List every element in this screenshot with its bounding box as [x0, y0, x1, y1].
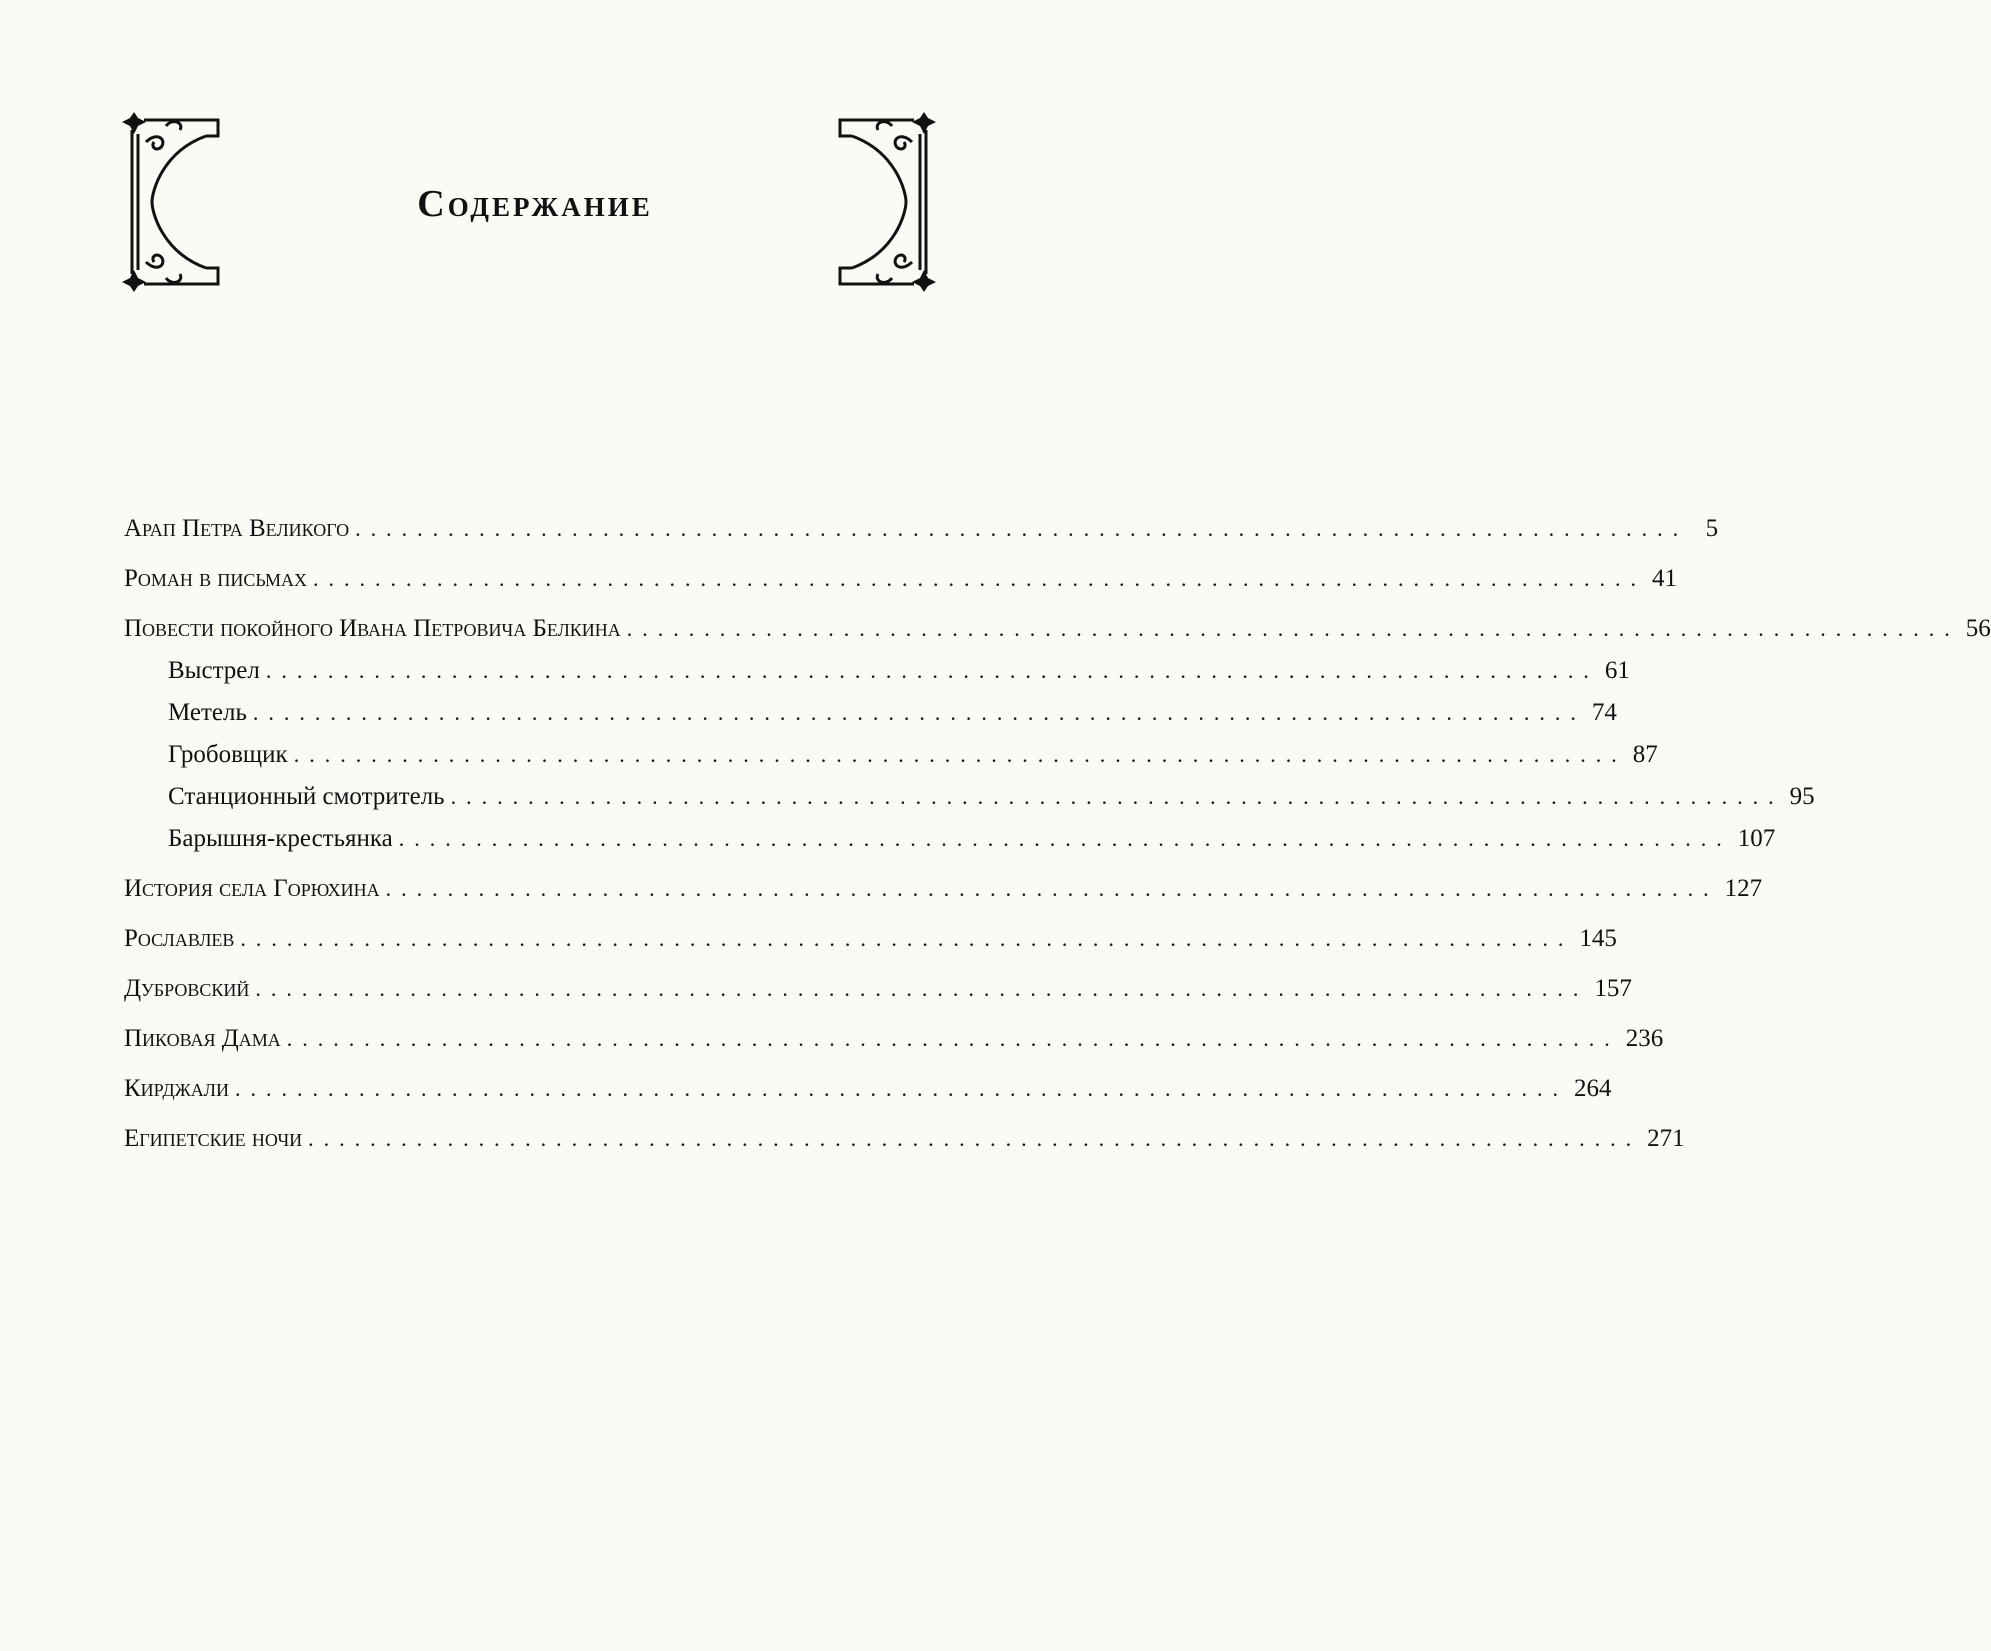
toc-entry-title: Барышня-крестьянка — [168, 825, 393, 852]
toc-entry-title: Египетские ночи — [124, 1125, 303, 1152]
toc-entry-page: 107 — [1737, 825, 1776, 852]
toc-entry-page: 87 — [1632, 741, 1658, 768]
toc-entry — [124, 608, 1991, 650]
toc-entry-title: Кирджали — [124, 1075, 229, 1102]
toc-entry-page: 127 — [1724, 875, 1763, 902]
toc-entry-title: Рославлев — [124, 925, 235, 952]
toc-leader-dots: ...................................................................................... — [385, 876, 1719, 901]
toc-leader-dots: ...................................................................................... — [252, 700, 1586, 725]
toc-leader-dots: ...................................................................................... — [308, 1126, 1642, 1151]
toc-leader-dots: ...................................................................................... — [255, 976, 1589, 1001]
table-of-contents — [124, 508, 1991, 1160]
toc-leader-dots: ...................................................................................... — [313, 566, 1647, 591]
toc-entry-page: 145 — [1579, 925, 1617, 952]
toc-leader-dots: ...................................................................................... — [450, 784, 1784, 809]
toc-entry-page: 5 — [1705, 515, 1719, 542]
toc-subentry — [124, 692, 1617, 734]
toc-entry-title: Метель — [168, 699, 247, 726]
toc-subentry — [124, 776, 1815, 818]
toc-leader-dots: ...................................................................................... — [240, 926, 1574, 951]
toc-leader-dots: ...................................................................................... — [355, 516, 1689, 541]
toc-entry-page: 56 — [1965, 615, 1991, 642]
toc-entry-page: 95 — [1789, 783, 1815, 810]
toc-subentry — [124, 650, 1630, 692]
toc-entry-page: 74 — [1591, 699, 1617, 726]
toc-entry — [124, 1118, 1685, 1160]
toc-entry — [124, 918, 1617, 960]
toc-entry — [124, 558, 1678, 600]
toc-leader-dots: ...................................................................................... — [286, 1026, 1620, 1051]
toc-subentry — [124, 818, 1776, 860]
toc-leader-dots: ...................................................................................... — [293, 742, 1627, 767]
toc-entry — [124, 508, 1719, 550]
toc-entry-title: Выстрел — [168, 657, 260, 684]
toc-entry-page: 236 — [1625, 1025, 1664, 1052]
toc-leader-dots: ...................................................................................... — [626, 616, 1960, 641]
toc-entry-title: Дубровский — [124, 975, 250, 1002]
toc-entry-title: Арап Петра Великого — [124, 515, 350, 542]
toc-entry-title: Повести покойного Ивана Петровича Белкина — [124, 615, 621, 642]
toc-entry-page: 271 — [1647, 1125, 1685, 1152]
toc-entry-title: Роман в письмах — [124, 565, 308, 592]
toc-leader-dots: ...................................................................................... — [265, 658, 1599, 683]
toc-entry — [124, 968, 1632, 1010]
toc-entry-page: 157 — [1594, 975, 1632, 1002]
toc-subentry — [124, 734, 1658, 776]
toc-leader-dots: ...................................................................................... — [398, 826, 1732, 851]
page-title: Содержание — [417, 183, 653, 225]
toc-entry-title: Станционный смотритель — [168, 783, 445, 810]
toc-entry-page: 41 — [1652, 565, 1678, 592]
toc-entry — [124, 868, 1763, 910]
toc-entry — [124, 1068, 1612, 1110]
toc-entry-title: История села Горюхина — [124, 875, 380, 902]
toc-entry-page: 61 — [1604, 657, 1630, 684]
toc-entry — [124, 1018, 1664, 1060]
toc-entry-title: Гробовщик — [168, 741, 288, 768]
toc-entry-page: 264 — [1573, 1075, 1612, 1102]
toc-leader-dots: ...................................................................................... — [234, 1076, 1568, 1101]
toc-entry-title: Пиковая Дама — [124, 1025, 281, 1052]
